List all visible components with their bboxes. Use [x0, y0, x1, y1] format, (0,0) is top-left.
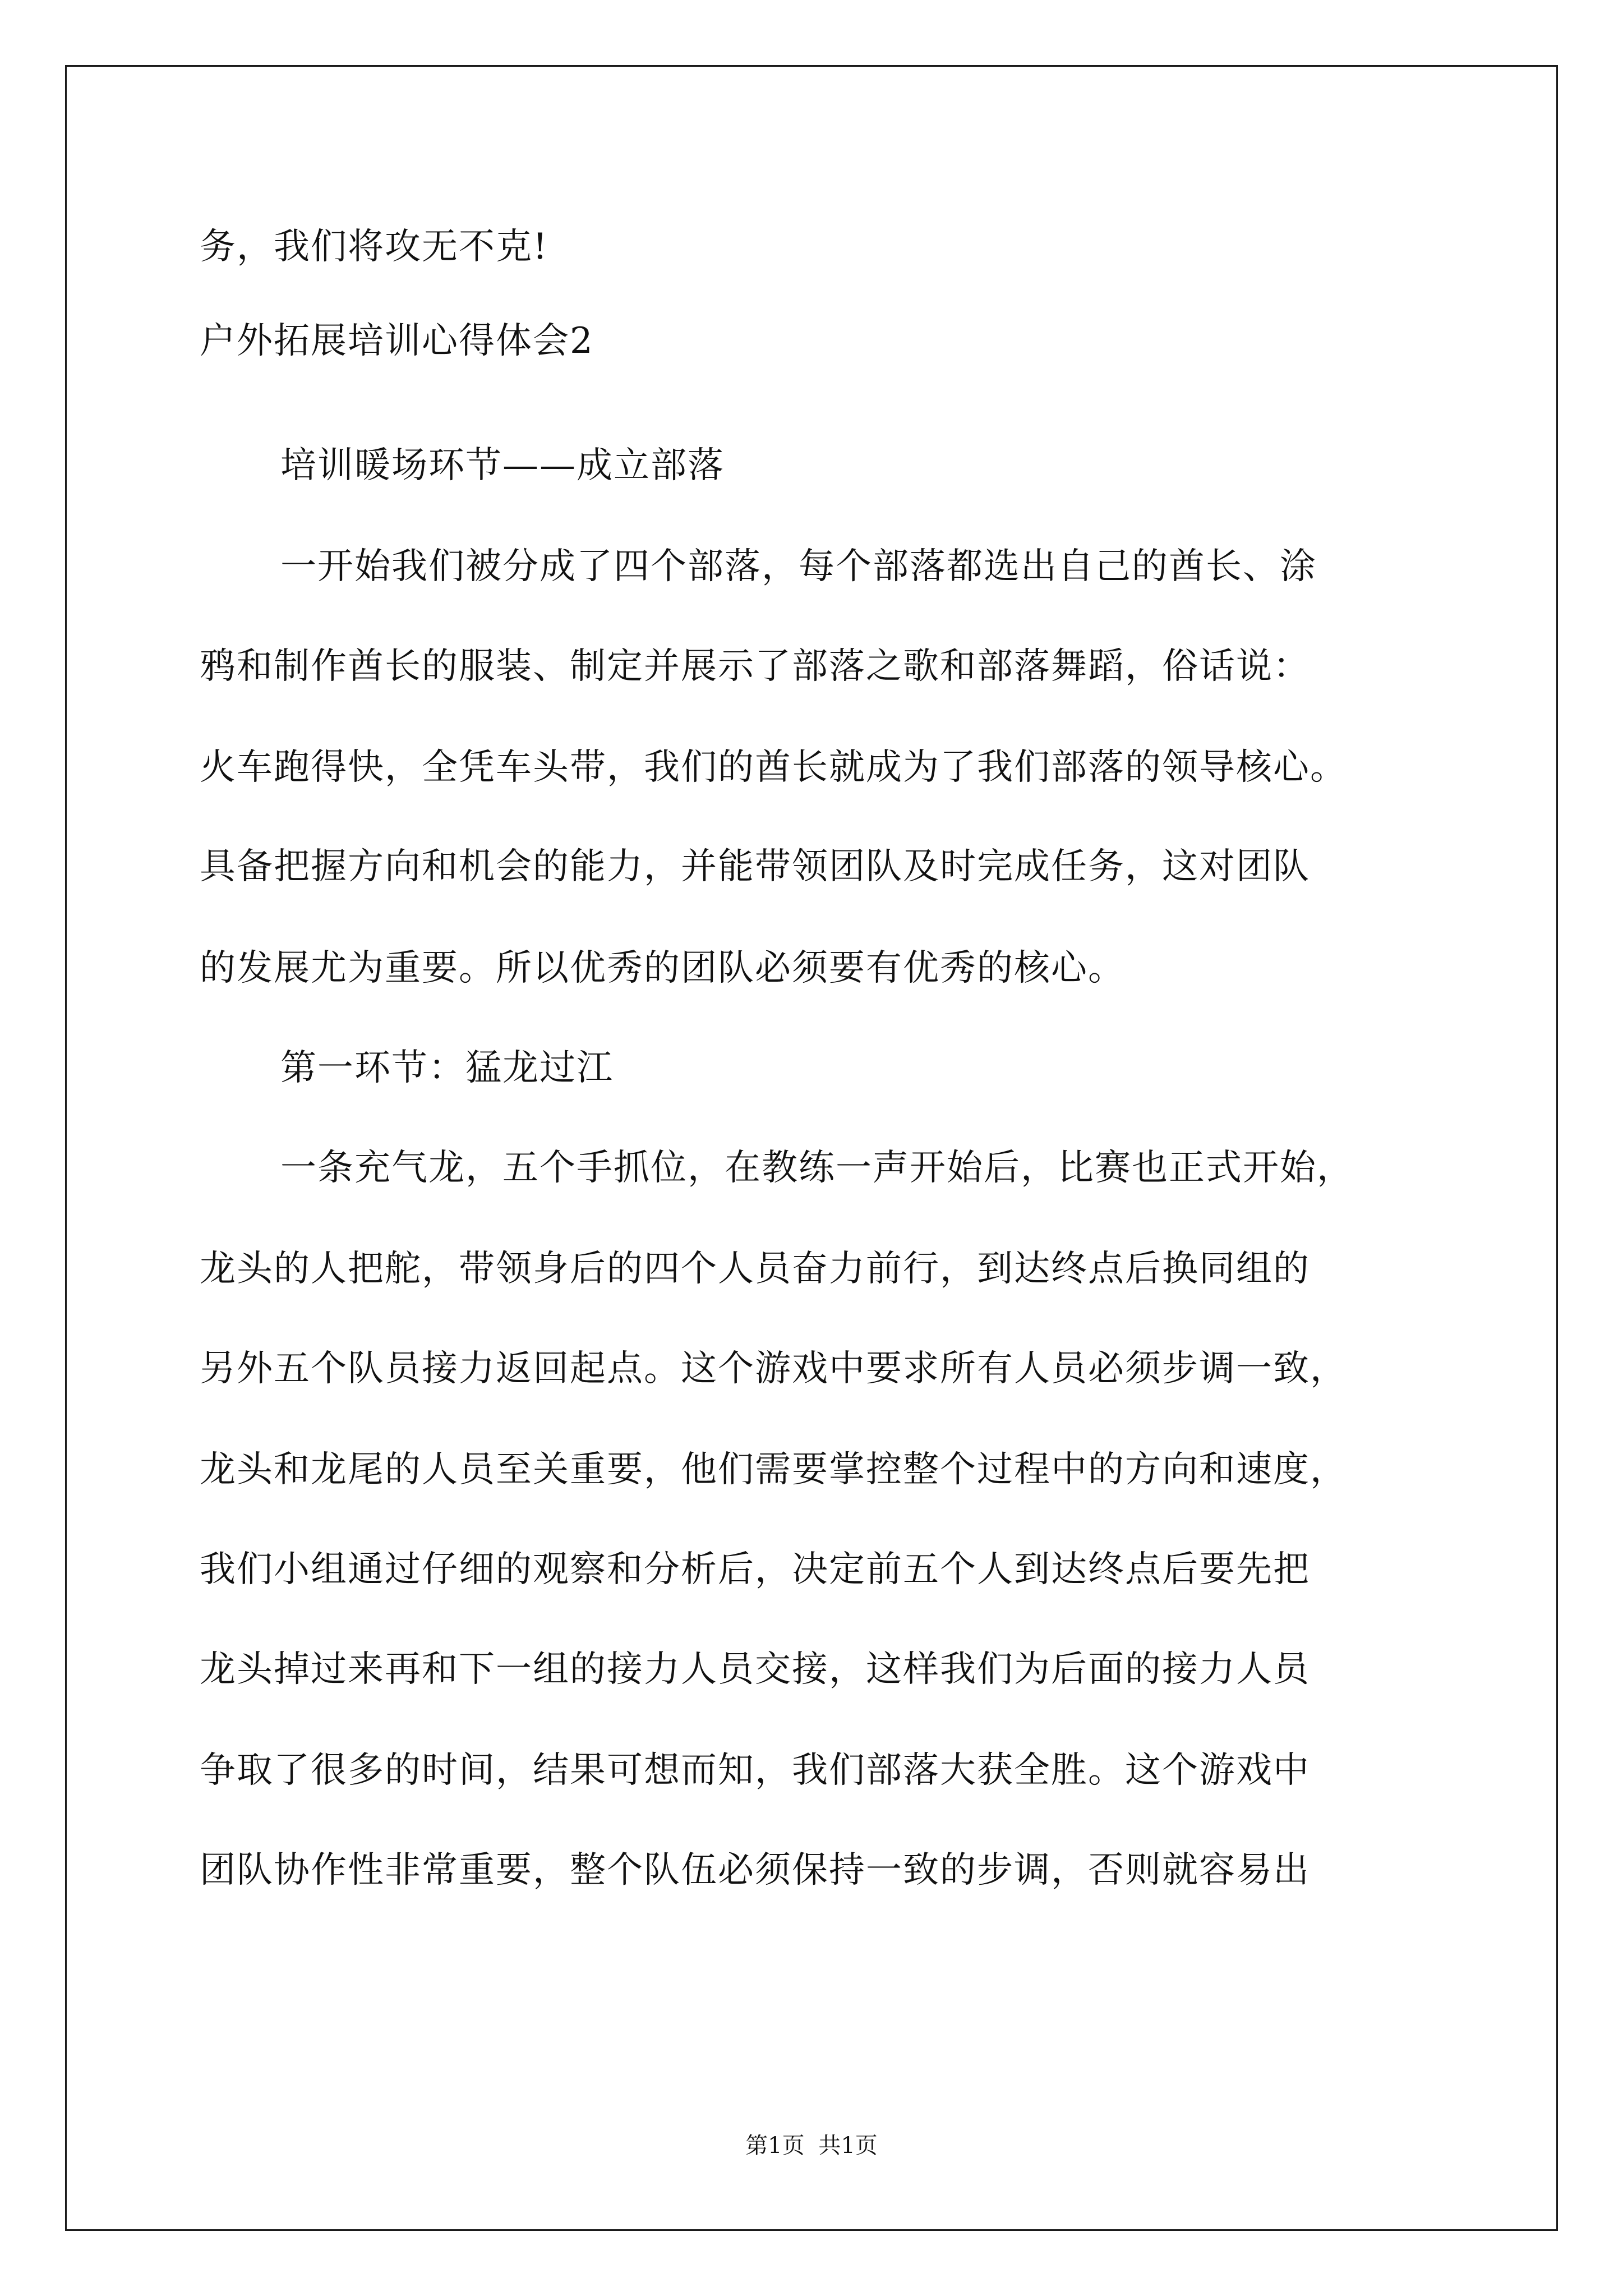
section-heading: 户外拓展培训心得体会2	[200, 320, 594, 362]
page-total: 共1页	[818, 2133, 878, 2159]
text-line: 争取了很多的时间，结果可想而知，我们部落大获全胜。这个游戏中	[200, 1750, 1310, 1791]
text-line: 的发展尤为重要。所以优秀的团队必须要有优秀的核心。	[200, 947, 1125, 989]
text-line: 龙头掉过来再和下一组的接力人员交接，这样我们为后面的接力人员	[200, 1649, 1310, 1690]
text-line: 另外五个队员接力返回起点。这个游戏中要求所有人员必须步调一致，	[200, 1348, 1347, 1389]
text-line: 一条充气龙，五个手抓位，在教练一声开始后，比赛也正式开始，	[280, 1147, 1354, 1189]
text-line: 具备把握方向和机会的能力，并能带领团队及时完成任务，这对团队	[200, 846, 1310, 887]
page-footer	[0, 2129, 1623, 2162]
text-line: 务，我们将攻无不克!	[200, 226, 548, 268]
subheading: 培训暖场环节——成立部落	[280, 445, 725, 486]
text-line: 龙头的人把舵，带领身后的四个人员奋力前行，到达终点后换同组的	[200, 1248, 1310, 1290]
text-line: 火车跑得快，全凭车头带，我们的酋长就成为了我们部落的领导核心。	[200, 747, 1347, 788]
subheading: 第一环节：猛龙过江	[280, 1047, 614, 1089]
text-line: 我们小组通过仔细的观察和分析后，决定前五个人到达终点后要先把	[200, 1549, 1310, 1590]
text-line: 鸦和制作酋长的服装、制定并展示了部落之歌和部落舞蹈，俗话说：	[200, 646, 1310, 687]
text-line: 一开始我们被分成了四个部落，每个部落都选出自己的酋长、涂	[280, 546, 1317, 587]
text-line: 龙头和龙尾的人员至关重要，他们需要掌控整个过程中的方向和速度，	[200, 1449, 1347, 1490]
text-line: 团队协作性非常重要，整个队伍必须保持一致的步调，否则就容易出	[200, 1849, 1310, 1891]
page-number: 第1页	[745, 2133, 805, 2159]
